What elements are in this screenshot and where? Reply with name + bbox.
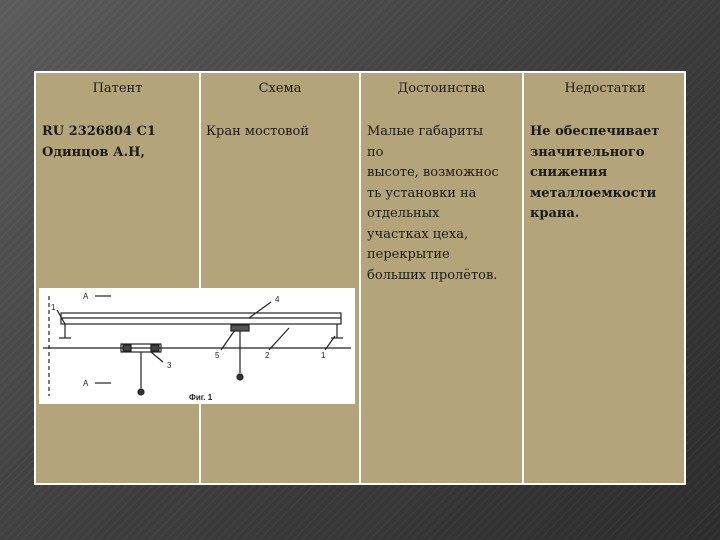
label-a-top: А: [83, 292, 89, 301]
header-disadvantages: Недостатки: [564, 81, 646, 96]
advantages-line: участках цеха,: [367, 226, 469, 242]
advantages-line: высоте, возможнос: [367, 165, 499, 180]
label-4: 4: [275, 295, 280, 304]
label-1-right: 1: [321, 351, 326, 360]
patent-cell: [42, 122, 197, 163]
advantages-cell: [367, 122, 521, 286]
advantages-line: больших пролётов.: [367, 267, 498, 283]
disadvantages-line: крана.: [530, 206, 580, 221]
column-divider: [522, 73, 524, 483]
advantages-line: перекрытие: [367, 247, 450, 262]
label-3: 3: [167, 361, 172, 370]
advantages-line: ть установки на: [367, 185, 477, 201]
label-a-bottom: А: [83, 379, 89, 388]
disadvantages-line: снижения: [530, 165, 608, 180]
comparison-table: [34, 71, 686, 485]
crane-drawing: [39, 288, 355, 404]
crane-diagram: [39, 288, 355, 404]
header-advantages: Достоинства: [397, 81, 486, 96]
header-patent: Патент: [92, 81, 143, 96]
disadvantages-cell: [530, 122, 686, 225]
scheme-cell: Кран мостовой: [206, 124, 309, 139]
label-5: 5: [215, 351, 220, 360]
column-divider: [199, 73, 201, 483]
disadvantages-line: Не обеспечивает: [530, 124, 660, 139]
label-1-left: 1: [51, 303, 56, 312]
patent-number: RU 2326804 C1: [42, 124, 156, 139]
disadvantages-line: значительного: [530, 144, 645, 160]
label-2: 2: [265, 351, 270, 360]
header-scheme: Схема: [258, 81, 302, 96]
patent-author: Одинцов А.Н,: [42, 144, 145, 160]
advantages-line: отдельных: [367, 206, 440, 221]
column-divider: [359, 73, 361, 483]
disadvantages-line: металлоемкости: [530, 185, 657, 201]
advantages-line: по: [367, 144, 384, 160]
figure-caption: Фиг. 1: [189, 393, 213, 402]
advantages-line: Малые габариты: [367, 124, 484, 139]
